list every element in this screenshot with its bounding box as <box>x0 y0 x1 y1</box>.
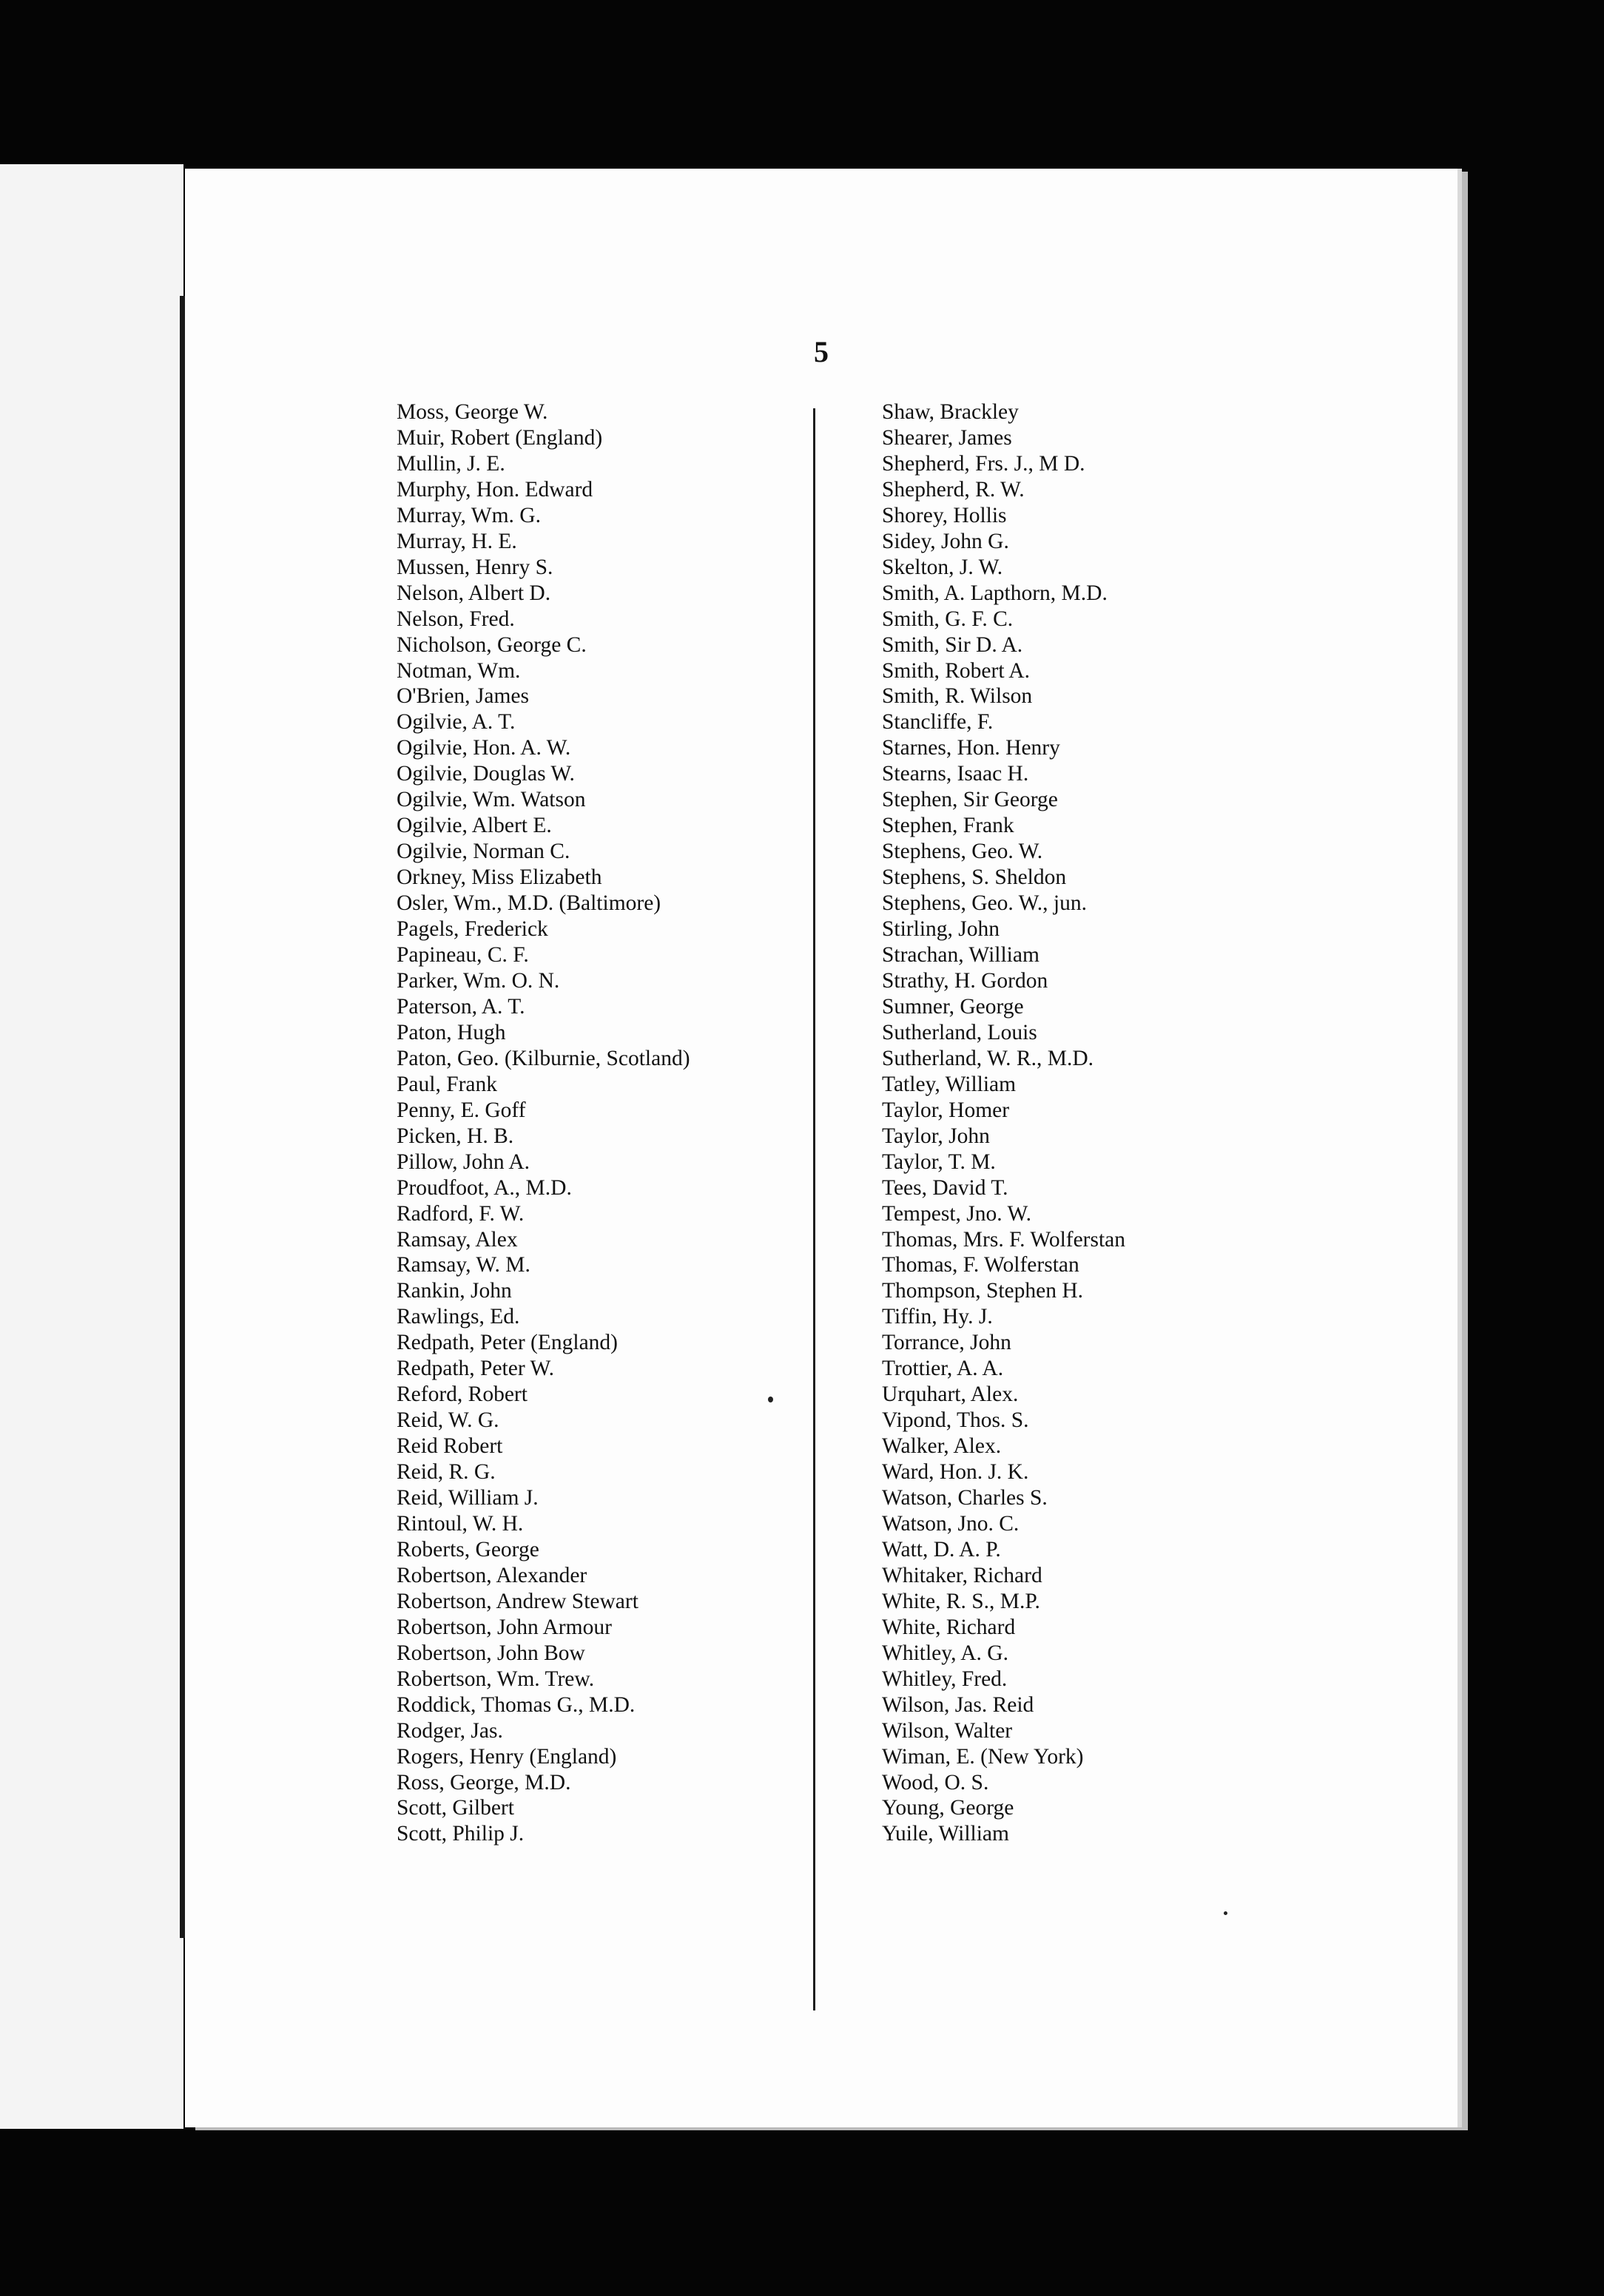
column-divider <box>813 408 815 2010</box>
list-item: Paton, Hugh <box>397 1020 506 1044</box>
list-item: Tiffin, Hy. J. <box>882 1305 993 1329</box>
list-item: Osler, Wm., M.D. (Baltimore) <box>397 891 661 916</box>
list-item: Sumner, George <box>882 994 1024 1019</box>
list-item: Shorey, Hollis <box>882 503 1007 527</box>
list-item: Smith, G. F. C. <box>882 607 1014 631</box>
list-item: Roddick, Thomas G., M.D. <box>397 1692 636 1717</box>
list-item: Yuile, William <box>882 1822 1009 1846</box>
name-list-left <box>397 399 690 1847</box>
list-item: Murray, Wm. G. <box>397 503 541 527</box>
list-item: Ogilvie, Wm. Watson <box>397 788 586 812</box>
list-item: Reid, William J. <box>397 1486 539 1510</box>
list-item: Ramsay, Alex <box>397 1227 518 1252</box>
page-number: 5 <box>814 335 829 368</box>
list-item: Urquhart, Alex. <box>882 1382 1019 1407</box>
list-item: Reid, R. G. <box>397 1460 496 1485</box>
ink-speck <box>1224 1911 1227 1915</box>
list-item: Stirling, John <box>882 917 1000 942</box>
list-item: Ogilvie, Albert E. <box>397 814 552 838</box>
list-item: Strathy, H. Gordon <box>882 968 1048 993</box>
list-item: Stephen, Frank <box>882 814 1014 838</box>
list-item: Watt, D. A. P. <box>882 1537 1001 1561</box>
list-item: O'Brien, James <box>397 684 530 709</box>
list-item: Stephen, Sir George <box>882 788 1058 812</box>
list-item: White, Richard <box>882 1615 1016 1639</box>
list-item: Ogilvie, Hon. A. W. <box>397 736 571 760</box>
list-item: Ogilvie, A. T. <box>397 710 516 735</box>
list-item: Tatley, William <box>882 1072 1017 1096</box>
list-item: Paul, Frank <box>397 1072 498 1096</box>
list-item: Penny, E. Goff <box>397 1098 526 1122</box>
list-item: Redpath, Peter (England) <box>397 1331 619 1355</box>
list-item: Vipond, Thos. S. <box>882 1408 1029 1433</box>
list-item: Shaw, Brackley <box>882 400 1019 424</box>
list-item: Ward, Hon. J. K. <box>882 1460 1029 1485</box>
ink-speck <box>768 1397 773 1402</box>
list-item: Thompson, Stephen H. <box>882 1279 1084 1303</box>
list-item: Thomas, Mrs. F. Wolferstan <box>882 1227 1126 1252</box>
list-item: Skelton, J. W. <box>882 555 1003 579</box>
list-item: Paterson, A. T. <box>397 994 525 1019</box>
list-item: Stephens, Geo. W. <box>882 840 1043 864</box>
list-item: Reford, Robert <box>397 1382 528 1407</box>
list-item: Wilson, Jas. Reid <box>882 1692 1034 1717</box>
list-item: Walker, Alex. <box>882 1434 1002 1459</box>
list-item: Papineau, C. F. <box>397 943 529 968</box>
list-item: Ogilvie, Norman C. <box>397 840 570 864</box>
list-item: Rankin, John <box>397 1279 512 1303</box>
list-item: Scott, Gilbert <box>397 1796 514 1820</box>
list-item: Rintoul, W. H. <box>397 1511 524 1536</box>
list-item: Nelson, Albert D. <box>397 581 551 605</box>
list-item: Robertson, Alexander <box>397 1563 587 1587</box>
list-item: Smith, Robert A. <box>882 658 1030 683</box>
list-item: Murphy, Hon. Edward <box>397 477 593 502</box>
list-item: Nelson, Fred. <box>397 607 515 631</box>
list-item: Rawlings, Ed. <box>397 1305 520 1329</box>
list-item: Sutherland, Louis <box>882 1020 1037 1044</box>
list-item: Thomas, F. Wolferstan <box>882 1253 1079 1277</box>
list-item: Muir, Robert (England) <box>397 425 603 450</box>
list-item: Whitley, Fred. <box>882 1667 1008 1691</box>
list-item: Watson, Jno. C. <box>882 1511 1020 1536</box>
list-item: Young, George <box>882 1796 1014 1820</box>
list-item: Proudfoot, A., M.D. <box>397 1175 572 1200</box>
list-item: Strachan, William <box>882 943 1039 968</box>
list-item: Whitaker, Richard <box>882 1563 1042 1587</box>
list-item: Robertson, Andrew Stewart <box>397 1589 638 1613</box>
list-item: Taylor, Homer <box>882 1098 1010 1122</box>
list-item: Starnes, Hon. Henry <box>882 736 1060 760</box>
list-item: Sidey, John G. <box>882 529 1009 553</box>
list-item: Robertson, Wm. Trew. <box>397 1667 595 1691</box>
list-item: Wiman, E. (New York) <box>882 1744 1084 1769</box>
list-item: Ramsay, W. M. <box>397 1253 530 1277</box>
list-item: Shepherd, R. W. <box>882 477 1025 502</box>
list-item: Smith, Sir D. A. <box>882 632 1023 657</box>
list-item: Stephens, Geo. W., jun. <box>882 891 1087 916</box>
list-item: Reid, W. G. <box>397 1408 499 1433</box>
list-item: Notman, Wm. <box>397 658 521 683</box>
list-item: Robertson, John Armour <box>397 1615 612 1639</box>
list-item: Scott, Philip J. <box>397 1822 525 1846</box>
list-item: Redpath, Peter W. <box>397 1357 555 1381</box>
list-item: Torrance, John <box>882 1331 1011 1355</box>
list-item: Smith, A. Lapthorn, M.D. <box>882 581 1108 605</box>
list-item: Murray, H. E. <box>397 529 517 553</box>
list-item: Watson, Charles S. <box>882 1486 1048 1510</box>
list-item: Rodger, Jas. <box>397 1718 503 1743</box>
list-item: Parker, Wm. O. N. <box>397 968 560 993</box>
list-item: Taylor, John <box>882 1124 990 1148</box>
list-item: Tees, David T. <box>882 1175 1008 1200</box>
list-item: Moss, George W. <box>397 400 548 424</box>
list-item: Pillow, John A. <box>397 1149 530 1174</box>
document-page <box>185 169 1458 2127</box>
list-item: Stancliffe, F. <box>882 710 994 735</box>
list-item: Paton, Geo. (Kilburnie, Scotland) <box>397 1046 690 1070</box>
list-item: Taylor, T. M. <box>882 1149 996 1174</box>
list-item: Ross, George, M.D. <box>397 1770 571 1794</box>
list-item: Orkney, Miss Elizabeth <box>397 865 602 890</box>
list-item: Mussen, Henry S. <box>397 555 553 579</box>
list-item: Trottier, A. A. <box>882 1357 1004 1381</box>
list-item: Stephens, S. Sheldon <box>882 865 1067 890</box>
list-item: Wood, O. S. <box>882 1770 989 1794</box>
list-item: Radford, F. W. <box>397 1201 525 1226</box>
list-item: White, R. S., M.P. <box>882 1589 1040 1613</box>
list-item: Nicholson, George C. <box>397 632 587 657</box>
list-item: Rogers, Henry (England) <box>397 1744 617 1769</box>
facing-page-edge <box>0 164 183 2129</box>
list-item: Mullin, J. E. <box>397 451 505 476</box>
list-item: Ogilvie, Douglas W. <box>397 762 575 786</box>
list-item: Stearns, Isaac H. <box>882 762 1029 786</box>
list-item: Picken, H. B. <box>397 1124 514 1148</box>
list-item: Wilson, Walter <box>882 1718 1013 1743</box>
list-item: Smith, R. Wilson <box>882 684 1033 709</box>
list-item: Pagels, Frederick <box>397 917 548 942</box>
list-item: Shepherd, Frs. J., M D. <box>882 451 1085 476</box>
list-item: Robertson, John Bow <box>397 1641 585 1665</box>
list-item: Roberts, George <box>397 1537 539 1561</box>
list-item: Reid Robert <box>397 1434 503 1459</box>
list-item: Whitley, A. G. <box>882 1641 1008 1665</box>
list-item: Shearer, James <box>882 425 1012 450</box>
list-item: Sutherland, W. R., M.D. <box>882 1046 1094 1070</box>
name-list-right <box>882 399 1125 1847</box>
list-item: Tempest, Jno. W. <box>882 1201 1031 1226</box>
